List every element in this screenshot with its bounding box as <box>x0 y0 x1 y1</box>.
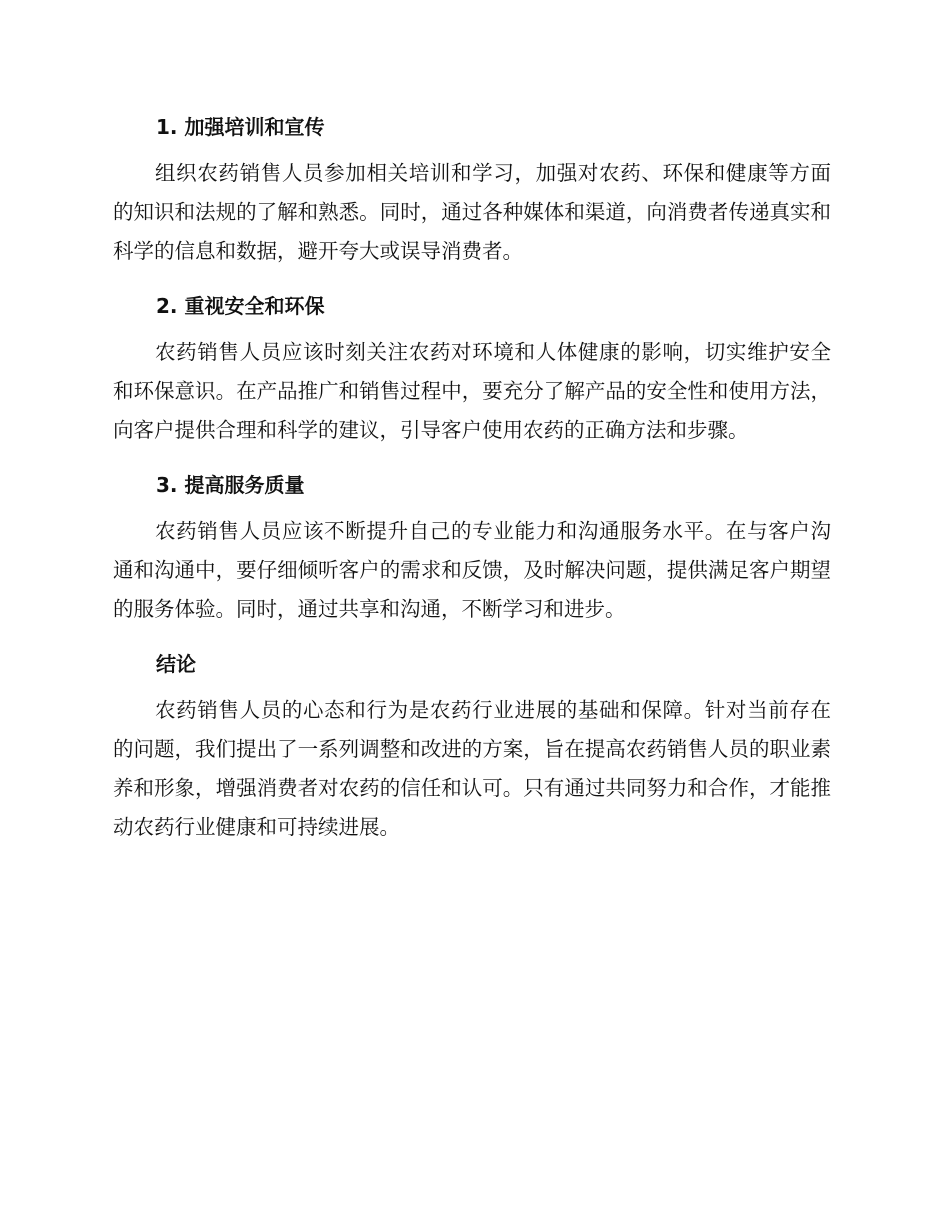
section-heading-service: 3. 提高服务质量 <box>156 473 305 497</box>
document-body <box>113 110 831 865</box>
section-paragraph-conclusion: 农药销售人员的心态和行为是农药行业进展的基础和保障。针对当前存在的问题，我们提出了一系列调整和改进的方案，旨在提高农药销售人员的职业素养和形象，增强消费者对农药的信任和认可。只有通过共同努力和合作，才能推动农药行业健康和可持续进展。 <box>113 698 831 839</box>
section-heading-conclusion: 结论 <box>156 652 196 676</box>
section-heading-safety: 2. 重视安全和环保 <box>156 294 325 318</box>
section-paragraph-service: 农药销售人员应该不断提升自己的专业能力和沟通服务水平。在与客户沟通和沟通中，要仔细倾听客户的需求和反馈，及时解决问题，提供满足客户期望的服务体验。同时，通过共享和沟通，不断学习和进步。 <box>113 519 831 621</box>
section-paragraph-training: 组织农药销售人员参加相关培训和学习，加强对农药、环保和健康等方面的知识和法规的了解和熟悉。同时，通过各种媒体和渠道，向消费者传递真实和科学的信息和数据，避开夸大或误导消费者。 <box>113 161 831 263</box>
section-paragraph-safety: 农药销售人员应该时刻关注农药对环境和人体健康的影响，切实维护安全和环保意识。在产品推广和销售过程中，要充分了解产品的安全性和使用方法，向客户提供合理和科学的建议，引导客户使用农药的正确方法和步骤。 <box>113 340 831 442</box>
section-heading-training: 1. 加强培训和宣传 <box>156 115 325 139</box>
